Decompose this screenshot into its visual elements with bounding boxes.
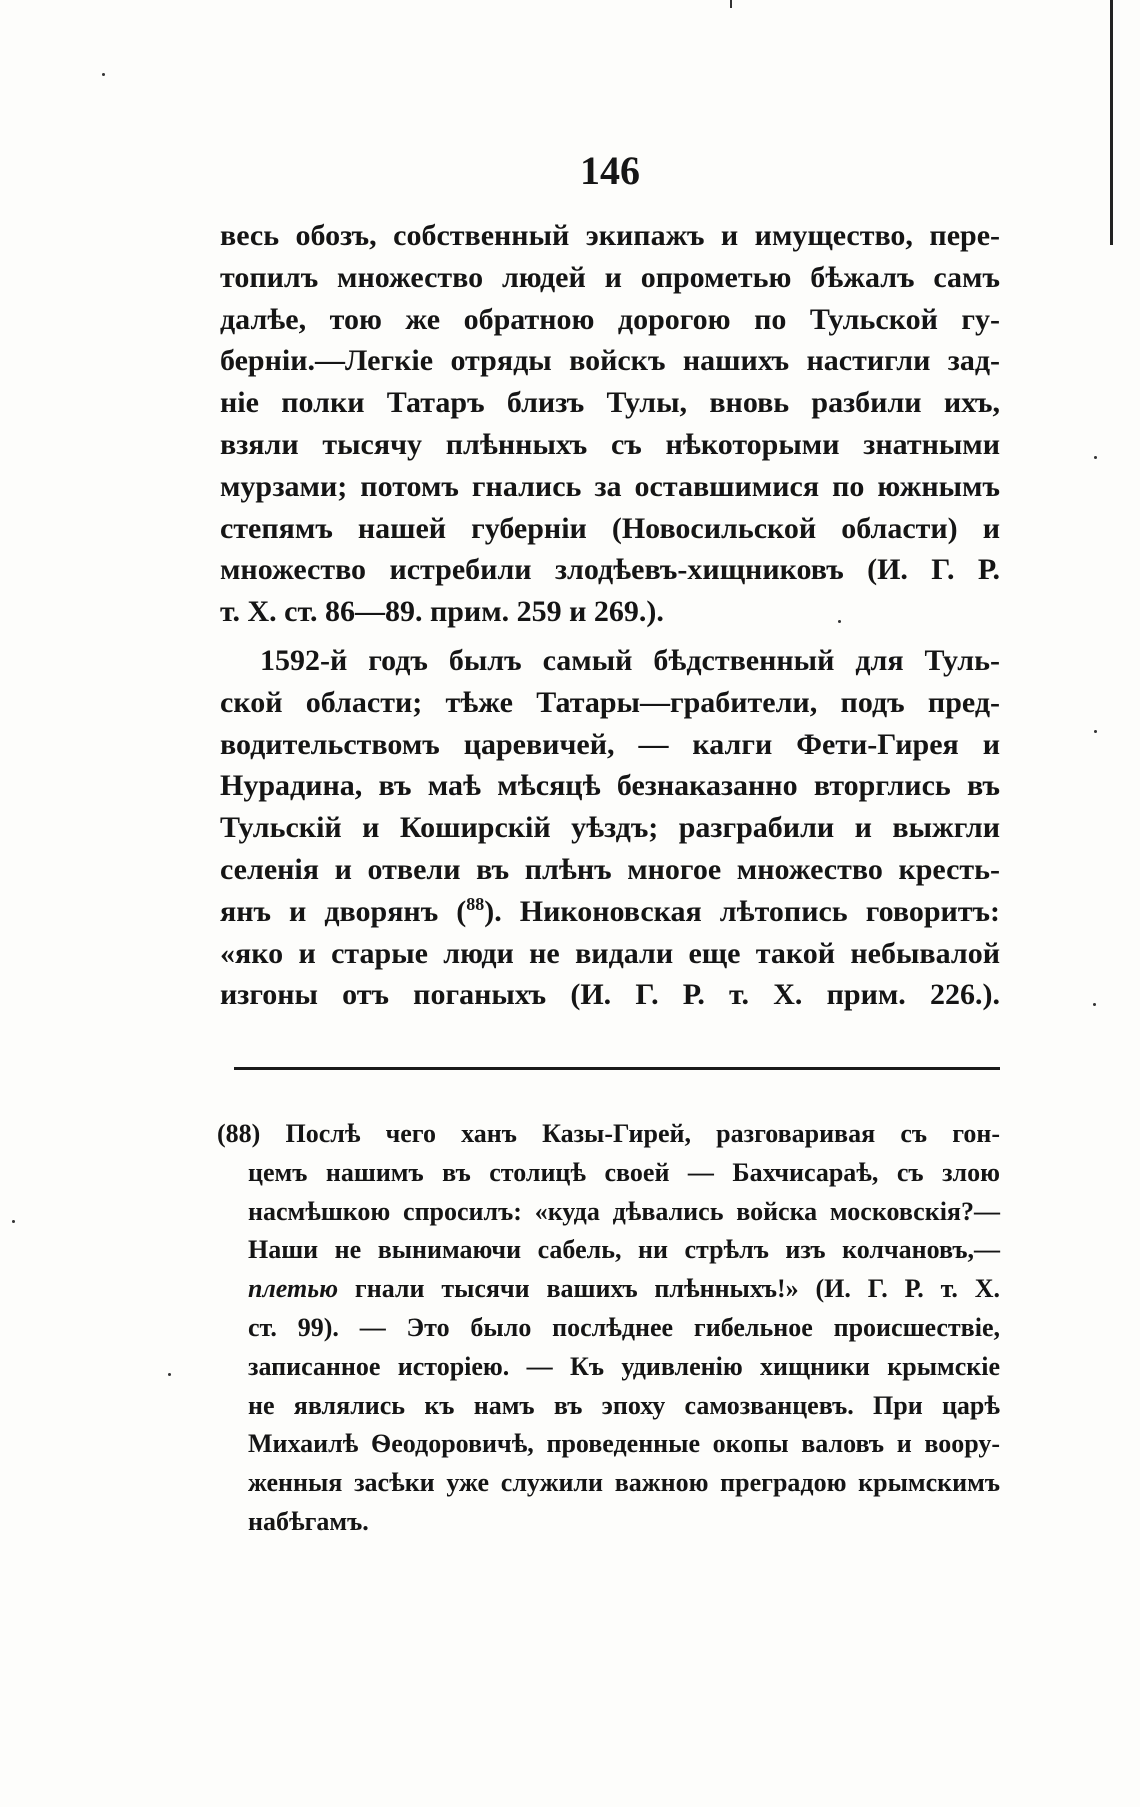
footnote bbox=[217, 1115, 1000, 1542]
text-line: ніе полки Татаръ близъ Тулы, вновь разбили ихъ, bbox=[220, 386, 1000, 420]
footnote-line: женныя засѣки уже служили важною преградою крымскимъ bbox=[248, 1468, 1000, 1498]
footnote-line: ст. 99). — Это было послѣднее гибельное происшествіе, bbox=[248, 1312, 1000, 1342]
scan-speck bbox=[1093, 1003, 1096, 1006]
text-segment: гнали тысячи вашихъ плѣнныхъ!» (И. Г. Р. т. Х. bbox=[338, 1274, 1000, 1304]
text-line bbox=[220, 891, 1000, 933]
text-line: ской области; тѣже Татары—грабители, подъ пред- bbox=[220, 685, 1000, 719]
scan-speck bbox=[1094, 730, 1097, 733]
main-text bbox=[220, 215, 1000, 1016]
footnote-line: Михаилѣ Ѳеодоровичѣ, проведенные окопы валовъ и воору- bbox=[248, 1429, 1000, 1459]
italic-word: плетью bbox=[248, 1274, 339, 1304]
footnote-line: (88) Послѣ чего ханъ Казы-Гирей, разговаривая съ гон- bbox=[217, 1119, 1000, 1148]
footnote-line: насмѣшкою спросилъ: «куда дѣвались войска московскія?— bbox=[248, 1196, 1000, 1226]
footnote-ref-superscript: 88 bbox=[466, 893, 485, 914]
text-line: изгоны отъ поганыхъ (И. Г. Р. т. Х. прим. 226.). bbox=[220, 978, 1000, 1012]
scan-speck bbox=[102, 73, 105, 76]
scan-speck bbox=[12, 1220, 15, 1223]
footnote-line: Наши не вынимаючи сабель, ни стрѣлъ изъ колчановъ,— bbox=[248, 1235, 1000, 1265]
text-line: Нурадина, въ маѣ мѣсяцѣ безнаказанно вторглись въ bbox=[220, 769, 1000, 803]
text-line: «яко и старые люди не видали еще такой небывалой bbox=[220, 936, 1000, 970]
footnote-line bbox=[248, 1270, 1000, 1309]
page-edge-line bbox=[1110, 0, 1113, 245]
footnote-line: записанное исторіею. — Къ удивленію хищники крымскіе bbox=[248, 1351, 1000, 1381]
scan-speck bbox=[168, 1373, 171, 1376]
page-number: 146 bbox=[580, 148, 640, 193]
text-line: селенія и отвели въ плѣнъ многое множество кресть- bbox=[220, 852, 1000, 886]
text-line: 1592-й годъ былъ самый бѣдственный для Туль- bbox=[260, 643, 1000, 677]
text-line: водительствомъ царевичей, — калги Фети-Гирея и bbox=[220, 727, 1000, 761]
footnote-line: цемъ нашимъ въ столицѣ своей — Бахчисараѣ, съ злою bbox=[248, 1157, 1000, 1187]
text-segment: янъ и дворянъ ( bbox=[220, 894, 467, 928]
text-line: далѣе, тою же обратною дорогою по Тульской гу- bbox=[220, 302, 1000, 336]
text-line: мурзами; потомъ гнались за оставшимися по южнымъ bbox=[220, 469, 1000, 503]
text-segment: ). Никоновская лѣтопись говоритъ: bbox=[484, 894, 1000, 928]
footnote-line: не являлись къ намъ въ эпоху самозванцевъ. При царѣ bbox=[248, 1390, 1000, 1420]
text-line: множество истребили злодѣевъ-хищниковъ (И. Г. Р. bbox=[220, 553, 1000, 587]
text-line: т. Х. ст. 86—89. прим. 259 и 269.). bbox=[220, 595, 664, 629]
footnote-separator-rule bbox=[234, 1067, 1000, 1070]
scan-mark bbox=[730, 0, 732, 8]
text-line: степямъ нашей губерніи (Новосильской области) и bbox=[220, 511, 1000, 545]
text-line: весь обозъ, собственный экипажъ и имущество, пере- bbox=[220, 219, 1000, 252]
paragraph-1 bbox=[220, 215, 1000, 633]
text-line: топилъ множество людей и опрометью бѣжалъ самъ bbox=[220, 260, 1000, 294]
footnote-line: набѣгамъ. bbox=[248, 1506, 369, 1536]
text-line: Тульскій и Коширскій уѣздъ; разграбили и выжгли bbox=[220, 811, 1000, 845]
text-line: берніи.—Легкіе отряды войскъ нашихъ настигли зад- bbox=[220, 344, 1000, 378]
paragraph-2 bbox=[220, 640, 1000, 1016]
scan-speck bbox=[1094, 456, 1097, 459]
text-line: взяли тысячу плѣнныхъ съ нѣкоторыми знатными bbox=[220, 427, 1000, 461]
